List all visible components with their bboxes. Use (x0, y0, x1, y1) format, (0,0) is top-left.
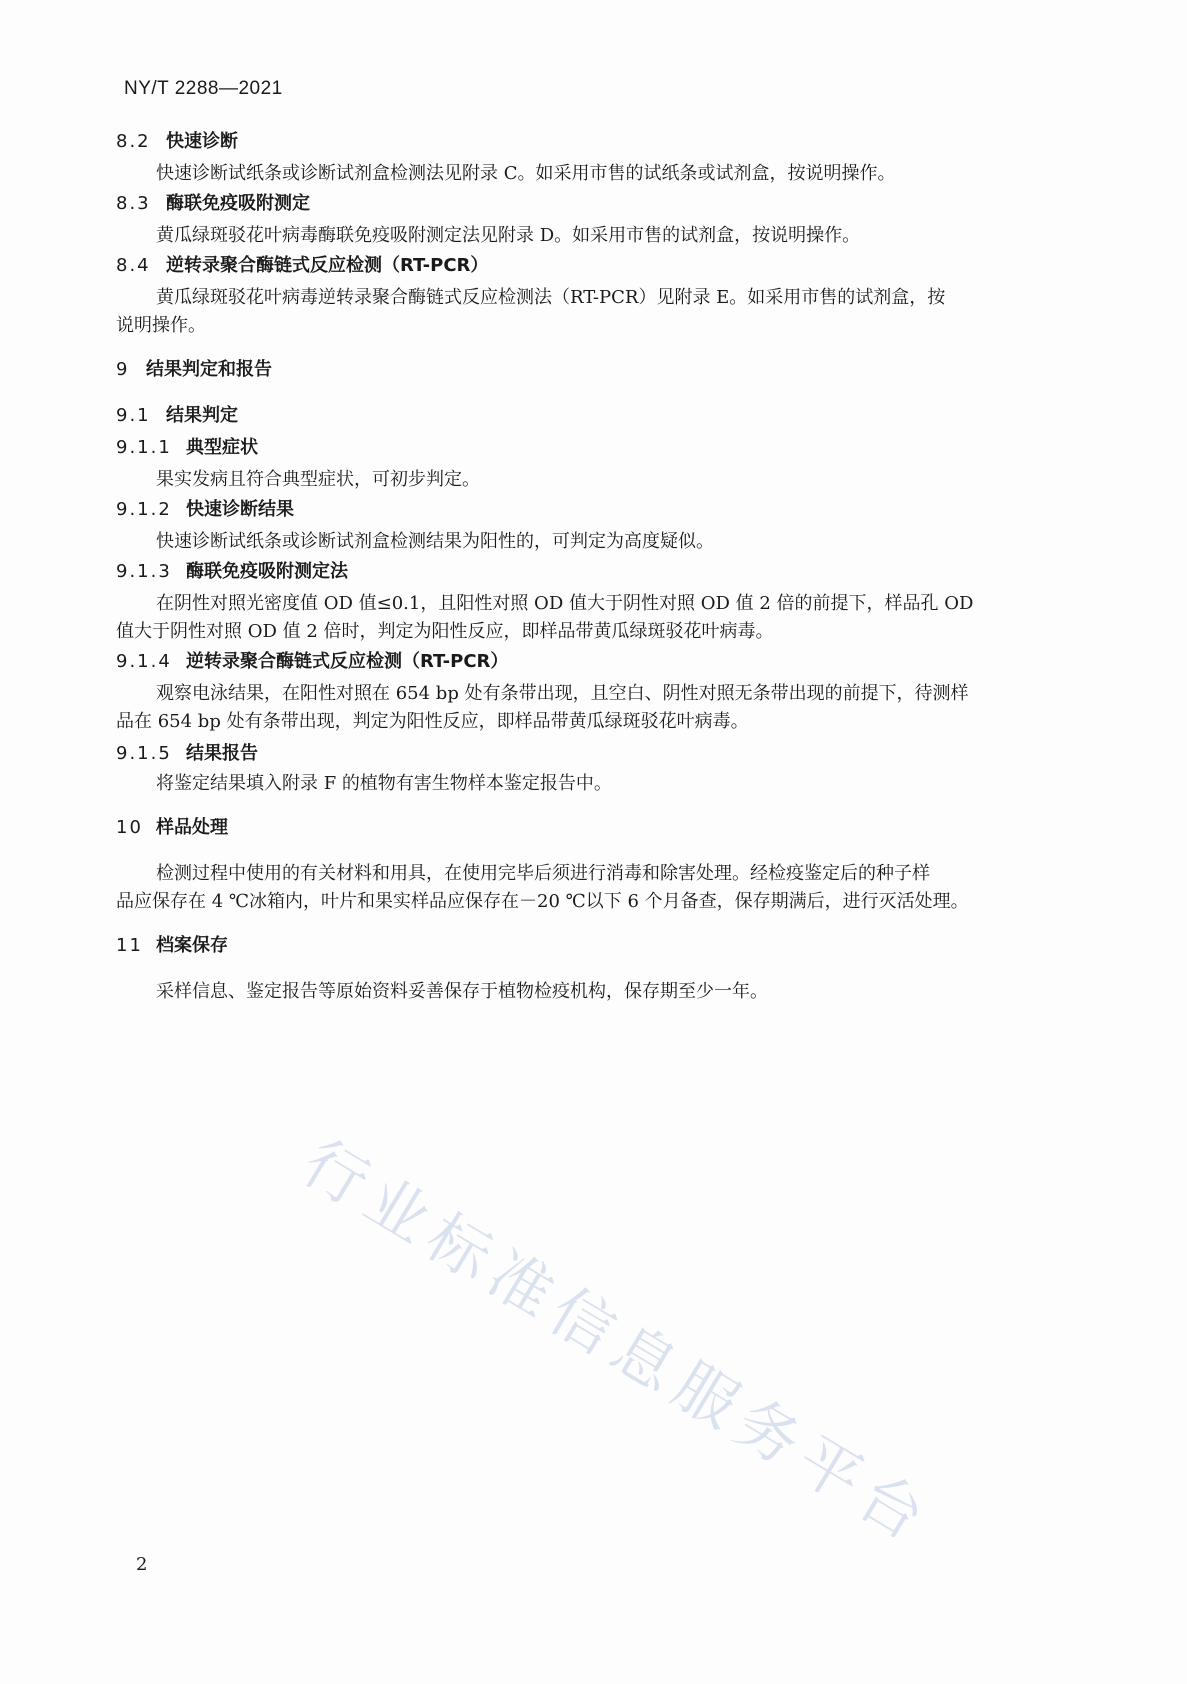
paragraph-line: 黄瓜绿斑驳花叶病毒酶联免疫吸附测定法见附录 D。如采用市售的试剂盒，按说明操作。 (156, 225, 861, 246)
section-number: 9 (116, 359, 130, 380)
watermark: 行业标准信息服务平台 (290, 1125, 946, 1559)
section-heading-9-1-1 (116, 436, 258, 460)
section-heading-8-4 (116, 254, 488, 278)
section-heading-8-2 (116, 130, 238, 154)
paragraph-line: 黄瓜绿斑驳花叶病毒逆转录聚合酶链式反应检测法（RT-PCR）见附录 E。如采用市售的试剂盒，按 (156, 287, 946, 308)
section-title: 样品处理 (156, 817, 228, 838)
paragraph-line: 将鉴定结果填入附录 F 的植物有害生物样本鉴定报告中。 (156, 773, 612, 794)
section-heading-10 (116, 816, 228, 840)
page-number: 2 (136, 1554, 148, 1575)
section-heading-11 (116, 934, 228, 958)
section-title: 档案保存 (156, 935, 228, 956)
section-number: 8.2 (116, 131, 151, 152)
section-title: 结果判定和报告 (146, 359, 272, 380)
section-title: 典型症状 (186, 437, 258, 458)
section-heading-9-1 (116, 404, 238, 428)
section-heading-8-3 (116, 192, 310, 216)
section-title: 逆转录聚合酶链式反应检测（RT-PCR） (166, 255, 489, 276)
section-number: 9.1.1 (116, 437, 172, 458)
section-heading-9-1-2 (116, 498, 294, 522)
section-title: 快速诊断结果 (186, 499, 294, 520)
section-number: 9.1.3 (116, 561, 172, 582)
paragraph-line: 说明操作。 (116, 315, 206, 336)
section-number: 9.1 (116, 405, 151, 426)
paragraph-line: 果实发病且符合典型症状，可初步判定。 (156, 469, 480, 490)
section-number: 9.1.4 (116, 651, 172, 672)
section-title: 酶联免疫吸附测定 (166, 193, 310, 214)
paragraph-line: 检测过程中使用的有关材料和用具，在使用完毕后须进行消毒和除害处理。经检疫鉴定后的种子样 (156, 863, 930, 884)
section-title: 快速诊断 (166, 131, 238, 152)
standard-code: NY/T 2288—2021 (124, 78, 283, 99)
paragraph-line: 快速诊断试纸条或诊断试剂盒检测结果为阳性的，可判定为高度疑似。 (156, 531, 714, 552)
paragraph-line: 观察电泳结果，在阳性对照在 654 bp 处有条带出现，且空白、阴性对照无条带出现的前提下，待测样 (156, 683, 969, 704)
section-heading-9-1-3 (116, 560, 348, 584)
paragraph-line: 品在 654 bp 处有条带出现，判定为阳性反应，即样品带黄瓜绿斑驳花叶病毒。 (116, 711, 749, 732)
section-number: 9.1.2 (116, 499, 172, 520)
section-title: 逆转录聚合酶链式反应检测（RT-PCR） (186, 651, 509, 672)
paragraph-line: 采样信息、鉴定报告等原始资料妥善保存于植物检疫机构，保存期至少一年。 (156, 981, 768, 1002)
section-number: 8.4 (116, 255, 151, 276)
section-heading-9-1-5 (116, 742, 258, 766)
paragraph-line: 值大于阴性对照 OD 值 2 倍时，判定为阳性反应，即样品带黄瓜绿斑驳花叶病毒。 (116, 621, 774, 642)
section-number: 10 (116, 817, 143, 838)
section-title: 酶联免疫吸附测定法 (186, 561, 348, 582)
paragraph-line: 品应保存在 4 ℃冰箱内，叶片和果实样品应保存在－20 ℃以下 6 个月备查，保存期满后，进行灭活处理。 (116, 891, 969, 912)
section-title: 结果判定 (166, 405, 238, 426)
section-number: 9.1.5 (116, 743, 172, 764)
paragraph-line: 快速诊断试纸条或诊断试剂盒检测法见附录 C。如采用市售的试纸条或试剂盒，按说明操作。 (156, 163, 896, 184)
section-heading-9 (116, 358, 272, 382)
section-title: 结果报告 (186, 743, 258, 764)
paragraph-line: 在阴性对照光密度值 OD 值≤0.1，且阳性对照 OD 值大于阴性对照 OD 值 2 倍的前提下，样品孔 OD (156, 593, 974, 614)
section-number: 11 (116, 935, 143, 956)
section-heading-9-1-4 (116, 650, 508, 674)
section-number: 8.3 (116, 193, 151, 214)
